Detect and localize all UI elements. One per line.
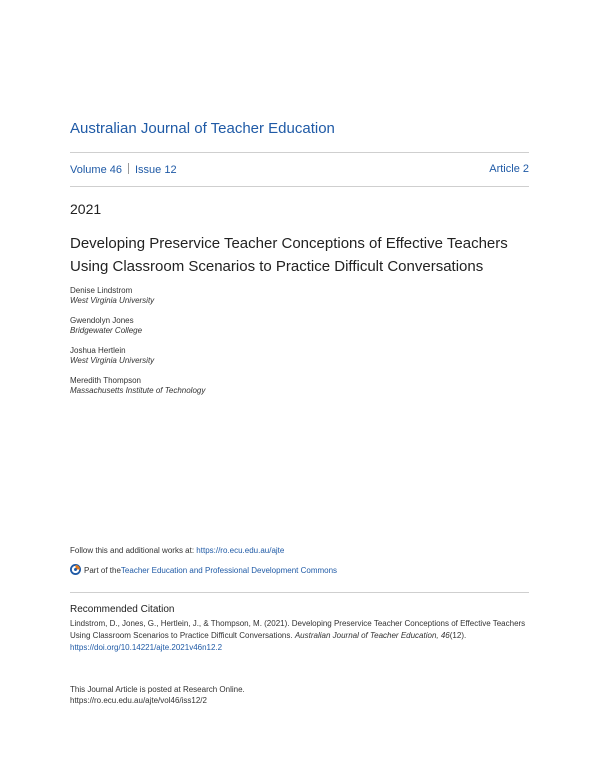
- follow-line: [70, 546, 284, 555]
- author-affiliation: Massachusetts Institute of Technology: [70, 386, 206, 395]
- citation-journal: Australian Journal of Teacher Education, 46: [294, 631, 450, 640]
- journal-title-link[interactable]: Australian Journal of Teacher Education: [70, 120, 335, 137]
- divider-top: [70, 152, 529, 153]
- posted-line-1: This Journal Article is posted at Research Online.: [70, 685, 245, 694]
- doi-link[interactable]: https://doi.org/10.14221/ajte.2021v46n12.2: [70, 643, 223, 652]
- citation-heading: Recommended Citation: [70, 604, 175, 615]
- author-affiliation: West Virginia University: [70, 356, 155, 365]
- divider-citation: [70, 592, 529, 593]
- author-affiliation: West Virginia University: [70, 296, 155, 305]
- issue-metadata: [70, 163, 529, 177]
- author-name: Meredith Thompson: [70, 376, 141, 385]
- citation-body: [70, 618, 529, 654]
- author-entry: [70, 376, 470, 406]
- citation-issue: (12).: [449, 631, 467, 640]
- volume-link[interactable]: Volume 46: [70, 164, 122, 176]
- posted-url: https://ro.ecu.edu.au/ajte/vol46/iss12/2: [70, 696, 207, 705]
- cover-page: [70, 0, 529, 776]
- author-entry: [70, 346, 470, 376]
- divider-bottom: [70, 186, 529, 187]
- citation-text: Lindstrom, D., Jones, G., Hertlein, J., & Thompson, M. (2021). Developing Preservice Teacher Conceptions of Effective Teachers Using Classroom Scenarios to Practice Difficult Conversations.: [70, 619, 526, 640]
- author-name: Denise Lindstrom: [70, 286, 133, 295]
- title-line-2: Using Classroom Scenarios to Practice Difficult Conversations: [70, 258, 484, 275]
- article-number[interactable]: Article 2: [489, 163, 529, 175]
- follow-text: Follow this and additional works at:: [70, 546, 197, 555]
- commons-link[interactable]: Teacher Education and Professional Development Commons: [120, 566, 338, 575]
- part-of-line: [70, 564, 337, 577]
- author-entry: [70, 316, 470, 346]
- repository-link[interactable]: https://ro.ecu.edu.au/ajte: [196, 546, 285, 555]
- commons-icon: [70, 564, 84, 577]
- publication-year: 2021: [70, 201, 102, 217]
- separator: [128, 163, 129, 174]
- posted-notice: [70, 684, 245, 706]
- article-title: [70, 232, 540, 278]
- title-line-1: Developing Preservice Teacher Conceptions of Effective Teachers: [70, 235, 508, 252]
- issue-link[interactable]: Issue 12: [134, 164, 177, 176]
- author-entry: [70, 286, 470, 316]
- author-name: Joshua Hertlein: [70, 346, 126, 355]
- author-list: [70, 286, 470, 406]
- author-affiliation: Bridgewater College: [70, 326, 143, 335]
- author-name: Gwendolyn Jones: [70, 316, 134, 325]
- part-of-text: Part of the: [84, 566, 121, 575]
